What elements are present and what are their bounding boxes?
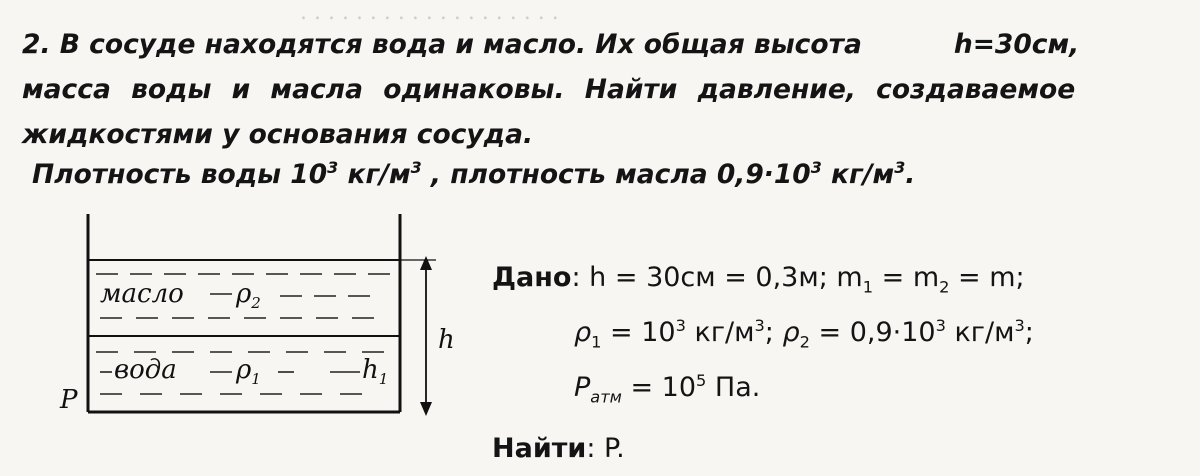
h1-label: $h_1$ [362, 355, 389, 388]
given-rho2-value: = 0,9·10 [809, 317, 936, 348]
find-value: : P. [586, 433, 625, 464]
given-patm-exp: 5 [696, 371, 707, 390]
given-patm-sub: атм [590, 387, 622, 407]
given-rho2-unit-exp: 3 [1014, 316, 1025, 335]
find-label: Найти [492, 433, 587, 464]
given-sep: ; [764, 317, 783, 348]
density-line [32, 158, 915, 192]
given-patm-unit: Па. [706, 372, 761, 403]
height-arrow-top [420, 256, 432, 270]
problem-text: 2. В сосуде находятся вода и масло. Их общая высота [22, 29, 862, 60]
given-patm-value: = 10 [621, 372, 697, 403]
given-m1-sub: 1 [862, 277, 874, 297]
vessel-diagram [50, 212, 470, 427]
density-water: Плотность воды 10 [32, 159, 328, 190]
given-row-2 [492, 305, 1034, 360]
water-rho: $\rho_1$ [236, 355, 261, 388]
water-label: вода [114, 355, 177, 385]
density-oil-exp: 3 [810, 158, 822, 178]
given-row-3 [492, 360, 1034, 415]
bleed-through-text: . . . . . . . . . . . . . . . . . . . [300, 0, 559, 25]
given-rho2-unit: кг/м [945, 317, 1015, 348]
given-patm: P [574, 372, 591, 403]
problem-line-1 [22, 22, 1182, 67]
problem-line-3: жидкостями у основания сосуда. [22, 119, 534, 150]
given-rho1-unit: кг/м [685, 317, 755, 348]
height-label: h [438, 325, 455, 355]
height-arrow-bottom [420, 402, 432, 416]
given-label: Дано [492, 262, 572, 293]
given-rho1-sub: 1 [591, 332, 602, 352]
oil-label: масло [100, 279, 184, 309]
density-unit: кг/м [338, 159, 411, 190]
given-rho2: ρ [782, 317, 800, 348]
given-block [492, 250, 1034, 476]
problem-height: h=30см, [953, 29, 1080, 60]
given-rho1-value: = 10 [601, 317, 676, 348]
given-m: = m; [949, 262, 1025, 293]
density-unit-exp: 3 [410, 158, 422, 178]
problem-statement [22, 22, 1182, 157]
density-end: . [905, 159, 916, 190]
density-oil-unit-exp: 3 [894, 158, 906, 178]
given-rho1-exp: 3 [675, 316, 686, 335]
given-m2-sub: 2 [939, 277, 950, 297]
given-rho1-unit-exp: 3 [754, 316, 765, 335]
given-rho1: ρ [574, 317, 592, 348]
oil-rho: $\rho_2$ [236, 279, 261, 312]
given-height: : h = 30см = 0,3м; m [571, 262, 863, 293]
density-oil-unit: кг/м [821, 159, 895, 190]
given-row2-end: ; [1024, 317, 1034, 348]
pressure-label: P [60, 385, 78, 415]
density-oil: , плотность масла 0,9·10 [421, 159, 811, 190]
given-rho2-exp: 3 [935, 316, 946, 335]
density-exp: 3 [327, 158, 339, 178]
given-m2: = m [873, 262, 940, 293]
find-row [492, 421, 1034, 476]
given-row-1 [492, 250, 1034, 305]
problem-line-2: масса воды и масла одинаковы. Найти давление, создаваемое [22, 74, 1076, 105]
given-rho2-sub: 2 [799, 332, 810, 352]
